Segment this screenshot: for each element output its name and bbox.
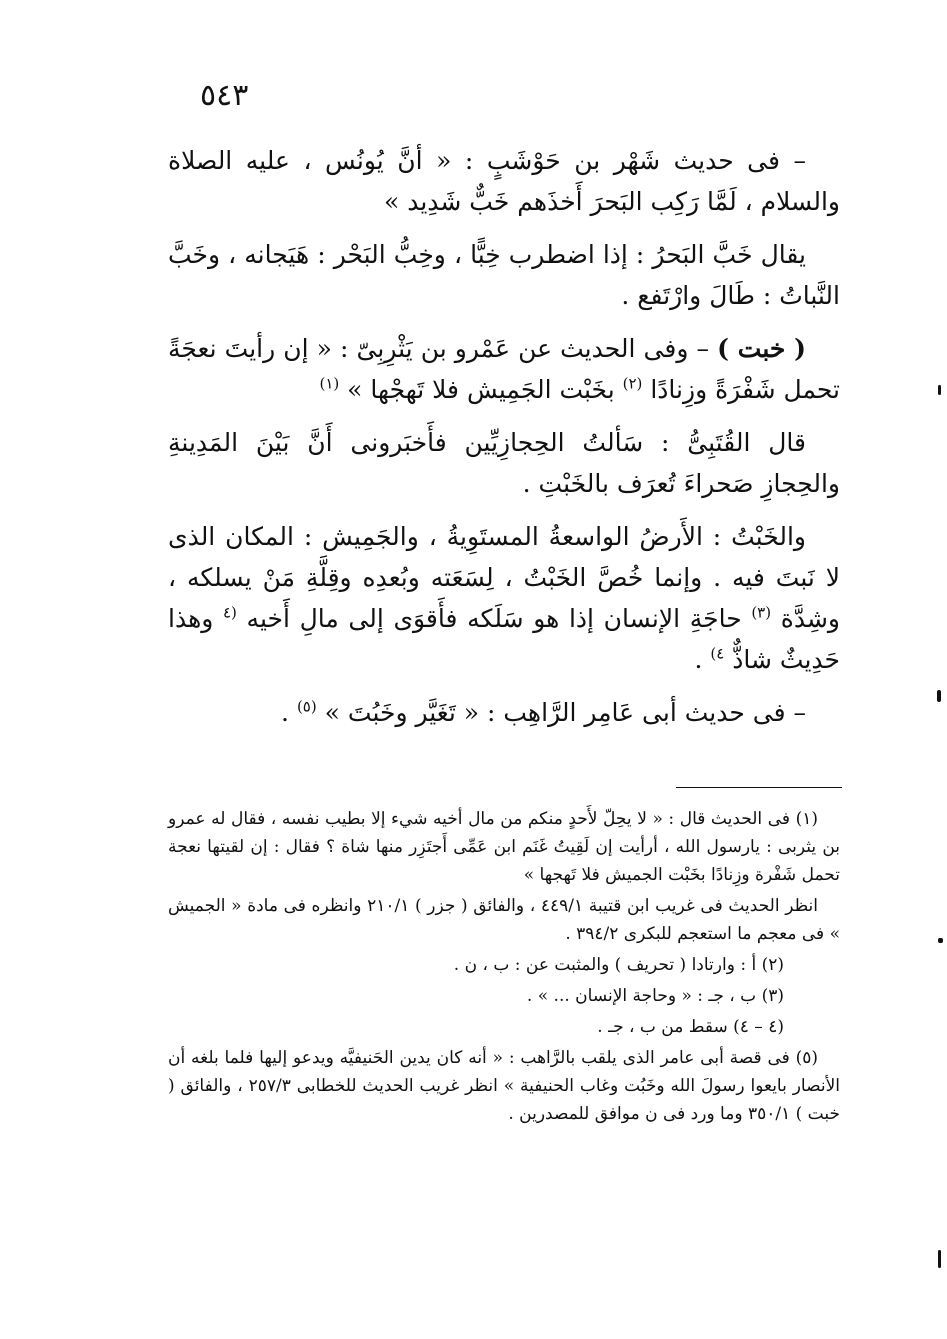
- paragraph-khabb-meaning: يقال خَبَّ البَحرُ : إذا اضطرب خِبًّا ، وخِبُّ البَحْر : هَيَجانه ، وخَبَّ النَّباتُ : طَالَ وارْتَفع .: [168, 240, 840, 310]
- khabt-definition-d: .: [694, 645, 711, 674]
- khabt-definition-a: والخَبْتُ : الأَرضُ الواسعةُ المستَوِيةُ ، والجَمِيش : المكان الذى لا نَبتَ فيه . وإنما خُصَّ الخَبْتُ ، لِسَعَته وبُعدِه وقِلَّةِ مَنْ يسلكه ، وشِدَّة: [168, 522, 840, 633]
- footnote-ref-4-open: (٤: [222, 603, 237, 622]
- khabt-hadith-text: – وفى الحديث عن عَمْرو بن يَثْرِبِىّ : « إن رأيتَ نعجَةً تحمل شَفْرَةً وزِنادًا: [168, 334, 840, 404]
- footnote-ref-2: (٢): [622, 374, 643, 393]
- paragraph-shahr-hadith: – فى حديث شَهْر بن حَوْشَبٍ : « أنَّ يُونُس ، عليه الصلاة والسلام ، لَمَّا رَكِب البَحرَ أَخذَهم خَبٌّ شَدِيد »: [168, 146, 840, 216]
- scan-mark: [938, 1250, 941, 1268]
- footnote-ref-5: (٥): [296, 697, 317, 716]
- footnotes-section: [168, 805, 840, 1131]
- footnote-5: (٥) فى قصة أبى عامر الذى يلقب بالرَّاهب : « أنه كان يدين الحَنيفيَّه ويدعو إليها فلما بلغه أن الأنصار بايعوا رسولَ الله وخَبُت وغاب الحنيفية » انظر غريب الحديث للخطابى ٢٥٧/٣ ، والفائق ( خبت ) ٣٥٠/١ وما ورد فى ن موافق للمصدرين .: [168, 1048, 841, 1124]
- footnote-divider: [676, 787, 842, 788]
- footnote-ref-3: (٣): [751, 603, 772, 622]
- scan-mark: [938, 938, 943, 943]
- footnote-1: (١) فى الحديث قال : « لا يحِلّ لأَحدٍ منكم من مال أخيه شيء إلا بطيب نفسه ، فقال له عمرو بن يثربى : يارسول الله ، أرأيت إن لَقِيتُ غَنَم ابن عَمِّى أَجتَزِر منها شاة ؟ فقال : إن لقيتها نعجة تحمل شَفْرة وزِنادًا بخَبْت الجميش فلا تَهجها »: [168, 809, 840, 885]
- khabt-hadith-text-2: بخَبْت الجَمِيش فلا تَهجْها »: [339, 375, 623, 404]
- entry-heading-khabt: ( خبت ): [717, 334, 806, 363]
- footnote-3: (٣) ب ، جـ : « وحاجة الإنسان ... » .: [526, 986, 784, 1006]
- paragraph-khabt-entry: [168, 328, 840, 410]
- abu-amir-text-end: .: [281, 698, 297, 727]
- khabt-definition-c: وهذا حَدِيثٌ شاذٌّ: [168, 604, 840, 674]
- abu-amir-text: – فى حديث أبى عَامِر الرَّاهِب : « تَغَيَّر وخَبُتَ »: [316, 698, 806, 727]
- khabt-definition-b: حاجَةِ الإنسان إذا هو سَلَكه فأَقوَى إلى مالِ أَخيه: [236, 604, 752, 633]
- scan-mark: [937, 690, 941, 702]
- footnote-ref-1: (١): [319, 374, 340, 393]
- scan-mark: [938, 385, 941, 395]
- page-number: ٥٤٣: [200, 78, 249, 113]
- paragraph-khabt-definition: [168, 516, 840, 680]
- paragraph-abu-amir: [168, 692, 840, 733]
- footnote-1-sources: انظر الحديث فى غريب ابن قتيبة ٤٤٩/١ ، والفائق ( جزر ) ٢١٠/١ وانظره فى مادة « الجميش » فى معجم ما استعجم للبكرى ٣٩٤/٢ .: [168, 896, 840, 944]
- paragraph-qutabi: قال القُتَبِىُّ : سَألتُ الحِجازِيِّين فأَخبَرونى أَنَّ بَيْنَ المَدِينةِ والحِجازِ صَحراءَ تُعرَف بالخَبْتِ .: [168, 428, 840, 498]
- footnote-4: (٤ – ٤) سقط من ب ، جـ .: [597, 1017, 784, 1037]
- main-text: [168, 140, 840, 745]
- footnote-ref-4-close: ٤): [710, 644, 725, 663]
- footnote-2: (٢) أ : وارتادا ( تحريف ) والمثبت عن : ب ، ن .: [453, 955, 784, 975]
